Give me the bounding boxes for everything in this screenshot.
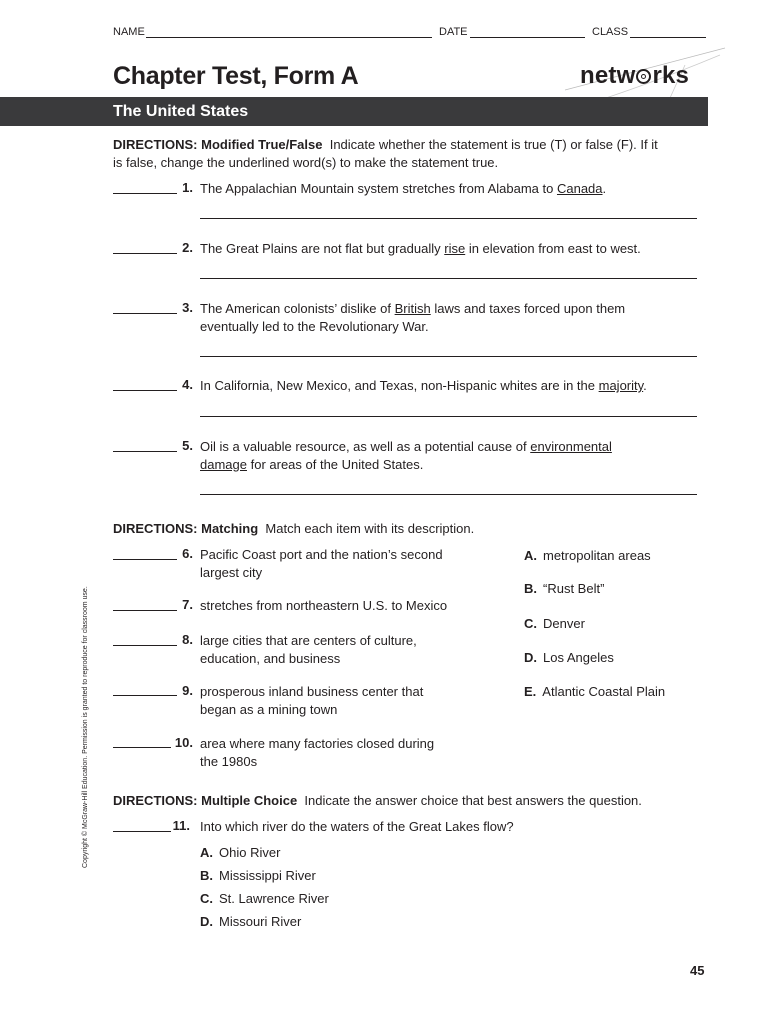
question-number: 3. xyxy=(182,300,193,315)
matching-item: Pacific Coast port and the nation’s second largest city xyxy=(200,547,443,580)
question-number: 9. xyxy=(182,683,193,698)
class-label: CLASS xyxy=(592,26,629,38)
question-number: 1. xyxy=(182,180,193,195)
answer-option: D. Missouri River xyxy=(200,914,302,929)
name-label: NAME xyxy=(113,26,145,38)
networks-logo: netw rks xyxy=(580,62,690,89)
question-number: 11. xyxy=(172,818,190,833)
question-text: The Appalachian Mountain system stretches from Alabama to Canada. xyxy=(200,181,607,196)
question-number: 4. xyxy=(182,377,193,392)
matching-item: prosperous inland business center that began as a mining town xyxy=(200,684,424,717)
correction-line-3[interactable] xyxy=(200,356,697,357)
date-label: DATE xyxy=(439,26,468,38)
answer-option: A. Ohio River xyxy=(200,845,281,860)
question-text: The American colonists’ dislike of British laws and taxes forced upon them eventually led to the Revolutionary War. xyxy=(200,301,626,334)
copyright-notice: Copyright © McGraw-Hill Education. Permission is granted to reproduce for classroom use. xyxy=(82,586,89,868)
question-text: The Great Plains are not flat but gradually rise in elevation from east to west. xyxy=(200,241,641,256)
page-title: Chapter Test, Form A xyxy=(113,62,359,90)
question-text: Into which river do the waters of the Great Lakes flow? xyxy=(200,819,514,834)
matching-choice: E. Atlantic Coastal Plain xyxy=(524,684,666,699)
class-field[interactable] xyxy=(630,37,706,38)
question-number: 6. xyxy=(182,546,193,561)
answer-option: C. St. Lawrence River xyxy=(200,891,329,906)
question-number: 10. xyxy=(174,735,193,750)
matching-choice: B. “Rust Belt” xyxy=(524,581,605,596)
matching-item: stretches from northeastern U.S. to Mexico xyxy=(200,598,448,613)
correction-line-5[interactable] xyxy=(200,494,697,495)
question-text: In California, New Mexico, and Texas, non-Hispanic whites are in the majority. xyxy=(200,378,647,393)
correction-line-4[interactable] xyxy=(200,416,697,417)
question-number: 7. xyxy=(182,597,193,612)
matching-choice: A. metropolitan areas xyxy=(524,548,651,563)
matching-choice: C. Denver xyxy=(524,616,585,631)
correction-line-2[interactable] xyxy=(200,278,697,279)
matching-item: area where many factories closed during the 1980s xyxy=(200,736,435,769)
correction-line-1[interactable] xyxy=(200,218,697,219)
question-number: 8. xyxy=(182,632,193,647)
question-number: 2. xyxy=(182,240,193,255)
answer-option: B. Mississippi River xyxy=(200,868,316,883)
matching-choice: D. Los Angeles xyxy=(524,650,614,665)
directions-matching: DIRECTIONS: Matching Match each item with its description. xyxy=(113,521,475,536)
directions-true-false: DIRECTIONS: Modified True/False Indicate whether the statement is true (T) or false (F). If it is false, change the underlined word(s) to make the statement true. xyxy=(113,137,658,170)
date-field[interactable] xyxy=(470,37,585,38)
chapter-banner xyxy=(0,97,708,126)
logo-globe-icon xyxy=(636,69,651,84)
name-field[interactable] xyxy=(146,37,432,38)
question-number: 5. xyxy=(182,438,193,453)
matching-item: large cities that are centers of culture, education, and business xyxy=(200,633,417,666)
directions-multiple-choice: DIRECTIONS: Multiple Choice Indicate the answer choice that best answers the question. xyxy=(113,793,642,808)
page-number: 45 xyxy=(690,963,705,978)
question-text: Oil is a valuable resource, as well as a potential cause of environmental damage for areas of the United States. xyxy=(200,439,612,472)
chapter-banner-title: The United States xyxy=(113,103,249,120)
